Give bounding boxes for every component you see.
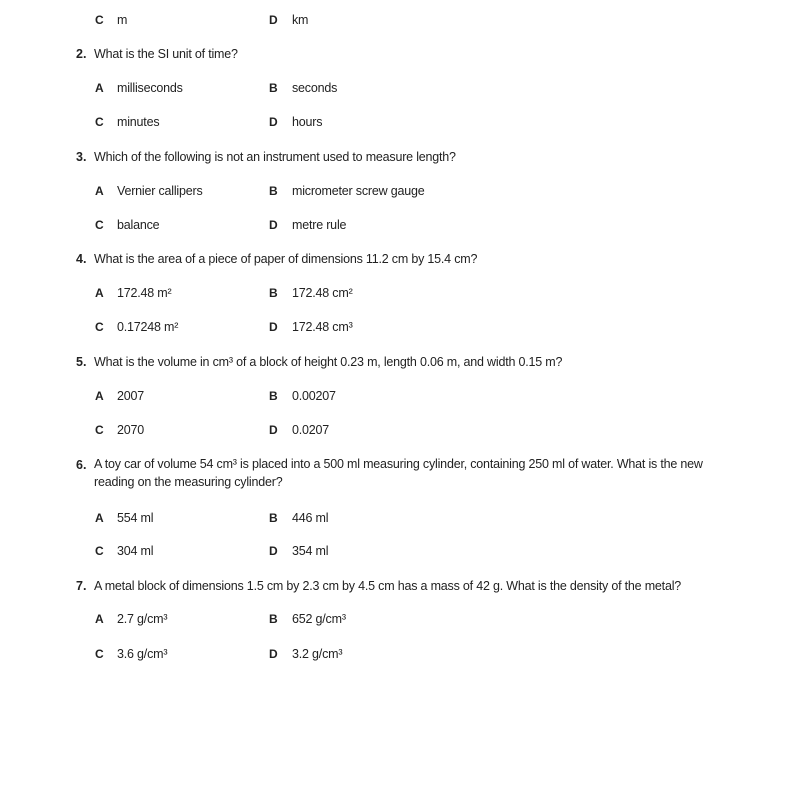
question-number: 3. [76, 150, 87, 164]
option-row [0, 386, 800, 406]
question-number: 4. [76, 252, 87, 266]
question-row [0, 44, 800, 64]
option-text: milliseconds [117, 81, 183, 95]
option-text: minutes [117, 115, 160, 129]
option-text: 554 ml [117, 511, 154, 525]
question-text: Which of the following is not an instrument used to measure length? [94, 150, 456, 164]
option-text: 304 ml [117, 544, 154, 558]
option-text: 172.48 cm² [292, 286, 353, 300]
option-letter: B [269, 184, 278, 198]
question-text: What is the SI unit of time? [94, 47, 238, 61]
option-text: 3.6 g/cm³ [117, 647, 168, 661]
option-row [0, 420, 800, 440]
option-letter: C [95, 647, 104, 661]
question-text: What is the volume in cm³ of a block of height 0.23 m, length 0.06 m, and width 0.15 m? [94, 355, 563, 369]
question-text: A metal block of dimensions 1.5 cm by 2.3 cm by 4.5 cm has a mass of 42 g. What is the density of the metal? [94, 579, 682, 593]
question-row [0, 147, 800, 167]
option-text: seconds [292, 81, 338, 95]
option-letter: D [269, 544, 278, 558]
option-letter: C [95, 13, 104, 27]
option-text: 0.0207 [292, 423, 330, 437]
option-row [0, 508, 800, 528]
option-letter: B [269, 612, 278, 626]
option-letter: B [269, 286, 278, 300]
question-number: 6. [76, 458, 87, 472]
option-letter: B [269, 389, 278, 403]
option-letter: D [269, 647, 278, 661]
question-text: What is the area of a piece of paper of dimensions 11.2 cm by 15.4 cm? [94, 252, 478, 266]
question-row [0, 576, 800, 596]
option-row [0, 317, 800, 337]
question-number: 7. [76, 579, 87, 593]
option-letter: C [95, 423, 104, 437]
option-row [0, 215, 800, 235]
option-text: 2.7 g/cm³ [117, 612, 168, 626]
option-letter: C [95, 115, 104, 129]
option-letter: D [269, 115, 278, 129]
option-row [0, 283, 800, 303]
question-row [0, 352, 800, 372]
option-text: 446 ml [292, 511, 329, 525]
option-letter: A [95, 81, 104, 95]
option-letter: D [269, 218, 278, 232]
option-letter: D [269, 423, 278, 437]
option-text: 172.48 m² [117, 286, 172, 300]
option-letter: B [269, 511, 278, 525]
option-text: hours [292, 115, 323, 129]
option-letter: C [95, 218, 104, 232]
option-letter: B [269, 81, 278, 95]
option-text: 2070 [117, 423, 145, 437]
option-row [0, 609, 800, 629]
option-text: micrometer screw gauge [292, 184, 425, 198]
option-letter: A [95, 612, 104, 626]
option-text: Vernier callipers [117, 184, 203, 198]
option-row [0, 112, 800, 132]
option-letter: D [269, 13, 278, 27]
option-letter: A [95, 511, 104, 525]
question-text: A toy car of volume 54 cm³ is placed into a 500 ml measuring cylinder, containing 250 ml of water. What is the new reading on the measuring cylinder? [94, 457, 703, 489]
option-letter: A [95, 184, 104, 198]
option-row [0, 10, 800, 30]
option-text: balance [117, 218, 160, 232]
question-row [0, 455, 800, 495]
question-number: 5. [76, 355, 87, 369]
option-text: 0.00207 [292, 389, 336, 403]
option-text: km [292, 13, 309, 27]
option-text: 0.17248 m² [117, 320, 179, 334]
option-letter: A [95, 389, 104, 403]
option-letter: C [95, 320, 104, 334]
option-row [0, 644, 800, 664]
option-text: 172.48 cm³ [292, 320, 353, 334]
option-row [0, 78, 800, 98]
option-text: m [117, 13, 128, 27]
option-text: 3.2 g/cm³ [292, 647, 343, 661]
option-letter: C [95, 544, 104, 558]
option-row [0, 181, 800, 201]
option-letter: A [95, 286, 104, 300]
option-text: 354 ml [292, 544, 329, 558]
question-number: 2. [76, 47, 87, 61]
option-text: 2007 [117, 389, 145, 403]
option-row [0, 541, 800, 561]
option-letter: D [269, 320, 278, 334]
option-text: metre rule [292, 218, 347, 232]
option-text: 652 g/cm³ [292, 612, 346, 626]
question-row [0, 249, 800, 269]
